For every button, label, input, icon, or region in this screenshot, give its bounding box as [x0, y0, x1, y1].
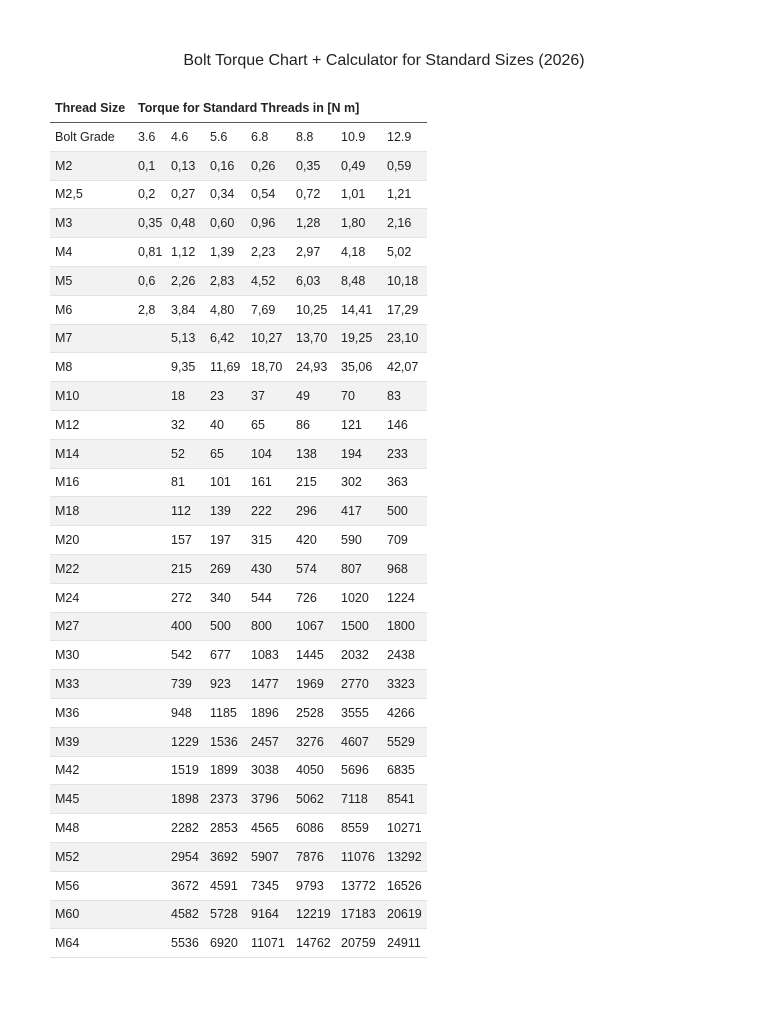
- torque-cell: 8,48: [341, 273, 366, 288]
- thread-size-cell: M3: [55, 216, 73, 231]
- torque-cell: 3038: [251, 763, 279, 778]
- thread-size-cell: M8: [55, 360, 73, 375]
- torque-cell: 4.6: [171, 129, 189, 144]
- torque-cell: 86: [296, 417, 310, 432]
- torque-cell: 1,28: [296, 216, 321, 231]
- torque-cell: 101: [210, 475, 231, 490]
- torque-cell: 4266: [387, 705, 415, 720]
- torque-cell: 0,13: [171, 158, 196, 173]
- torque-cell: 52: [171, 446, 185, 461]
- torque-cell: 5696: [341, 763, 369, 778]
- torque-cell: 194: [341, 446, 362, 461]
- thread-size-cell: M10: [55, 389, 80, 404]
- torque-cell: 1083: [251, 648, 279, 663]
- torque-cell: 70: [341, 389, 355, 404]
- torque-cell: 5,13: [171, 331, 196, 346]
- torque-cell: 157: [171, 533, 192, 548]
- torque-cell: 6086: [296, 821, 324, 836]
- torque-cell: [138, 410, 171, 439]
- torque-cell: 400: [171, 619, 192, 634]
- torque-cell: 0,34: [210, 187, 235, 202]
- torque-cell: 10,18: [387, 273, 419, 288]
- table-row: [50, 698, 427, 727]
- torque-cell: [138, 526, 171, 555]
- torque-cell: 11,69: [210, 360, 241, 375]
- torque-cell: 6,03: [296, 273, 321, 288]
- table-row: [50, 670, 427, 699]
- torque-cell: [138, 324, 171, 353]
- torque-table: [50, 94, 427, 958]
- thread-size-cell: M45: [55, 792, 80, 807]
- torque-cell: 4,80: [210, 302, 235, 317]
- torque-cell: 5062: [296, 792, 324, 807]
- torque-cell: 2770: [341, 677, 369, 692]
- thread-size-cell: M24: [55, 590, 80, 605]
- torque-cell: 1536: [210, 734, 238, 749]
- torque-cell: 5.6: [210, 129, 228, 144]
- torque-cell: 23: [210, 389, 224, 404]
- torque-cell: 2,83: [210, 273, 235, 288]
- table-row: [50, 900, 427, 929]
- torque-cell: [138, 900, 171, 929]
- torque-cell: 363: [387, 475, 408, 490]
- torque-cell: 5529: [387, 734, 415, 749]
- torque-cell: 340: [210, 590, 231, 605]
- thread-size-cell: M48: [55, 821, 80, 836]
- torque-cell: 233: [387, 446, 408, 461]
- thread-size-cell: M18: [55, 504, 80, 519]
- thread-size-cell: M4: [55, 245, 73, 260]
- table-row: [50, 583, 427, 612]
- torque-cell: 1,12: [171, 245, 196, 260]
- bolt-grade-row: [50, 123, 427, 152]
- torque-cell: 121: [341, 417, 362, 432]
- table-row: [50, 353, 427, 382]
- table-row: [50, 612, 427, 641]
- thread-size-cell: M52: [55, 849, 80, 864]
- torque-cell: 2438: [387, 648, 415, 663]
- torque-cell: [138, 785, 171, 814]
- thread-size-cell: M6: [55, 302, 73, 317]
- torque-cell: 0,54: [251, 187, 276, 202]
- torque-cell: 500: [210, 619, 231, 634]
- thread-size-cell: M2: [55, 158, 73, 173]
- torque-cell: 1067: [296, 619, 324, 634]
- torque-cell: 197: [210, 533, 231, 548]
- torque-cell: 2457: [251, 734, 279, 749]
- torque-cell: [138, 698, 171, 727]
- torque-cell: 5907: [251, 849, 279, 864]
- torque-cell: 139: [210, 504, 231, 519]
- torque-cell: 677: [210, 648, 231, 663]
- thread-size-cell: M20: [55, 533, 80, 548]
- torque-cell: 6,42: [210, 331, 235, 346]
- torque-cell: 923: [210, 677, 231, 692]
- torque-cell: 0,26: [251, 158, 276, 173]
- torque-cell: [138, 554, 171, 583]
- torque-cell: 32: [171, 417, 185, 432]
- torque-cell: 542: [171, 648, 192, 663]
- torque-cell: 0,49: [341, 158, 366, 173]
- table-header-row: [50, 94, 427, 123]
- torque-cell: 65: [210, 446, 224, 461]
- torque-cell: 215: [171, 561, 192, 576]
- torque-cell: [138, 871, 171, 900]
- torque-cell: [138, 497, 171, 526]
- table-body: [50, 123, 427, 958]
- torque-cell: 17183: [341, 907, 376, 922]
- torque-cell: 20619: [387, 907, 422, 922]
- table-row: [50, 842, 427, 871]
- torque-cell: 1,39: [210, 245, 235, 260]
- torque-cell: 10.9: [341, 129, 366, 144]
- torque-cell: 5536: [171, 936, 199, 951]
- torque-cell: 81: [171, 475, 185, 490]
- torque-cell: 272: [171, 590, 192, 605]
- torque-cell: [138, 583, 171, 612]
- torque-cell: 3555: [341, 705, 369, 720]
- torque-cell: 296: [296, 504, 317, 519]
- thread-size-header: Thread Size: [50, 94, 138, 123]
- torque-cell: 1477: [251, 677, 279, 692]
- torque-cell: 24,93: [296, 360, 328, 375]
- torque-cell: 0,48: [171, 216, 196, 231]
- torque-cell: 6.8: [251, 129, 269, 144]
- torque-cell: [138, 929, 171, 958]
- torque-cell: 1229: [171, 734, 199, 749]
- torque-cell: 1898: [171, 792, 199, 807]
- torque-cell: 0,59: [387, 158, 412, 173]
- torque-cell: 500: [387, 504, 408, 519]
- torque-cell: 1896: [251, 705, 279, 720]
- torque-cell: 0,96: [251, 216, 276, 231]
- torque-cell: 49: [296, 389, 310, 404]
- torque-cell: 2954: [171, 849, 199, 864]
- torque-cell: 0,16: [210, 158, 235, 173]
- torque-cell: 14,41: [341, 302, 373, 317]
- table-row: [50, 641, 427, 670]
- torque-cell: 10,27: [251, 331, 283, 346]
- table-row: [50, 468, 427, 497]
- table-row: [50, 554, 427, 583]
- torque-cell: 0,27: [171, 187, 196, 202]
- torque-cell: 8559: [341, 821, 369, 836]
- torque-cell: 1800: [387, 619, 415, 634]
- torque-cell: 42,07: [387, 360, 419, 375]
- torque-cell: 4607: [341, 734, 369, 749]
- torque-cell: 1,01: [341, 187, 366, 202]
- torque-cell: 7118: [341, 792, 368, 807]
- table-row: [50, 871, 427, 900]
- torque-cell: 0,60: [210, 216, 235, 231]
- torque-cell: [138, 382, 171, 411]
- torque-cell: 2853: [210, 821, 238, 836]
- torque-cell: 9,35: [171, 360, 196, 375]
- table-row: [50, 497, 427, 526]
- table-row: [50, 180, 427, 209]
- table-row: [50, 526, 427, 555]
- torque-cell: 1224: [387, 590, 415, 605]
- torque-cell: 2032: [341, 648, 369, 663]
- torque-cell: 104: [251, 446, 272, 461]
- torque-cell: [138, 842, 171, 871]
- torque-cell: 3276: [296, 734, 324, 749]
- torque-cell: 0,35: [296, 158, 321, 173]
- torque-cell: 7876: [296, 849, 324, 864]
- torque-cell: 8541: [387, 792, 415, 807]
- torque-cell: 6920: [210, 936, 238, 951]
- torque-cell: 3672: [171, 878, 199, 893]
- thread-size-cell: M27: [55, 619, 80, 634]
- torque-cell: 269: [210, 561, 231, 576]
- torque-cell: [138, 727, 171, 756]
- thread-size-cell: M12: [55, 417, 80, 432]
- torque-cell: 12.9: [387, 129, 412, 144]
- torque-cell: 18: [171, 389, 185, 404]
- torque-cell: 1969: [296, 677, 324, 692]
- thread-size-cell: M33: [55, 677, 80, 692]
- torque-cell: 739: [171, 677, 192, 692]
- torque-cell: 0,72: [296, 187, 321, 202]
- torque-cell: 6835: [387, 763, 415, 778]
- torque-cell: 4050: [296, 763, 324, 778]
- torque-cell: 138: [296, 446, 317, 461]
- torque-cell: 0,81: [138, 245, 163, 260]
- table-row: [50, 295, 427, 324]
- table-row: [50, 266, 427, 295]
- torque-cell: 14762: [296, 936, 331, 951]
- torque-cell: [138, 641, 171, 670]
- torque-cell: [138, 353, 171, 382]
- torque-cell: 3.6: [138, 129, 156, 144]
- torque-cell: 11076: [341, 849, 375, 864]
- torque-cell: 112: [171, 504, 191, 519]
- table-row: [50, 929, 427, 958]
- torque-cell: 9164: [251, 907, 279, 922]
- table-row: [50, 756, 427, 785]
- table-row: [50, 238, 427, 267]
- torque-cell: 0,6: [138, 273, 156, 288]
- torque-cell: 10,25: [296, 302, 328, 317]
- torque-cell: 2373: [210, 792, 238, 807]
- torque-cell: 11071: [251, 936, 285, 951]
- torque-cell: [138, 670, 171, 699]
- torque-cell: 12219: [296, 907, 331, 922]
- torque-cell: 2,97: [296, 245, 321, 260]
- torque-cell: 13772: [341, 878, 376, 893]
- torque-cell: 417: [341, 504, 362, 519]
- torque-cell: 7345: [251, 878, 279, 893]
- torque-cell: 948: [171, 705, 192, 720]
- torque-cell: 16526: [387, 878, 422, 893]
- torque-cell: 4,18: [341, 245, 366, 260]
- torque-cell: 17,29: [387, 302, 419, 317]
- torque-cell: 0,1: [138, 158, 156, 173]
- thread-size-cell: M16: [55, 475, 80, 490]
- torque-cell: 4565: [251, 821, 279, 836]
- torque-cell: [138, 468, 171, 497]
- torque-cell: 800: [251, 619, 272, 634]
- torque-header: Torque for Standard Threads in [N m]: [138, 94, 427, 123]
- torque-cell: 807: [341, 561, 362, 576]
- torque-cell: [138, 612, 171, 641]
- torque-cell: [138, 439, 171, 468]
- thread-size-cell: M5: [55, 273, 73, 288]
- thread-size-cell: M56: [55, 878, 80, 893]
- thread-size-cell: M14: [55, 446, 80, 461]
- torque-cell: 1020: [341, 590, 369, 605]
- thread-size-cell: M2,5: [55, 187, 83, 202]
- torque-cell: 726: [296, 590, 317, 605]
- page-title: Bolt Torque Chart + Calculator for Standard Sizes (2026): [183, 52, 585, 69]
- torque-cell: 19,25: [341, 331, 373, 346]
- table-row: [50, 439, 427, 468]
- torque-cell: 315: [251, 533, 272, 548]
- torque-cell: 35,06: [341, 360, 373, 375]
- torque-cell: 2,23: [251, 245, 276, 260]
- torque-cell: 968: [387, 561, 408, 576]
- torque-cell: 7,69: [251, 302, 276, 317]
- thread-size-cell: M60: [55, 907, 80, 922]
- torque-cell: 2528: [296, 705, 324, 720]
- torque-cell: 420: [296, 533, 317, 548]
- table-row: [50, 727, 427, 756]
- table-row: [50, 324, 427, 353]
- torque-cell: 302: [341, 475, 362, 490]
- torque-cell: 4,52: [251, 273, 276, 288]
- torque-cell: 146: [387, 417, 408, 432]
- torque-cell: 40: [210, 417, 224, 432]
- torque-cell: 544: [251, 590, 272, 605]
- thread-size-cell: Bolt Grade: [55, 129, 115, 144]
- torque-cell: 2,26: [171, 273, 196, 288]
- thread-size-cell: M36: [55, 705, 80, 720]
- torque-cell: 9793: [296, 878, 324, 893]
- torque-cell: 590: [341, 533, 362, 548]
- torque-cell: 4591: [210, 878, 238, 893]
- torque-cell: 2,16: [387, 216, 412, 231]
- torque-cell: 430: [251, 561, 272, 576]
- table-row: [50, 382, 427, 411]
- thread-size-cell: M30: [55, 648, 80, 663]
- table-row: [50, 209, 427, 238]
- torque-cell: 3796: [251, 792, 279, 807]
- torque-cell: 5,02: [387, 245, 412, 260]
- torque-cell: 24911: [387, 936, 421, 951]
- torque-cell: 37: [251, 389, 265, 404]
- torque-cell: 215: [296, 475, 317, 490]
- torque-cell: 1500: [341, 619, 369, 634]
- torque-cell: 3323: [387, 677, 415, 692]
- torque-cell: 0,2: [138, 187, 156, 202]
- thread-size-cell: M39: [55, 734, 80, 749]
- torque-cell: 1,80: [341, 216, 366, 231]
- torque-cell: 161: [251, 475, 272, 490]
- torque-cell: 222: [251, 504, 272, 519]
- torque-cell: 0,35: [138, 216, 163, 231]
- torque-cell: 1445: [296, 648, 324, 663]
- torque-cell: 3,84: [171, 302, 196, 317]
- torque-cell: 13,70: [296, 331, 328, 346]
- torque-cell: 8.8: [296, 129, 314, 144]
- torque-cell: 20759: [341, 936, 376, 951]
- table-row: [50, 410, 427, 439]
- torque-cell: 574: [296, 561, 317, 576]
- torque-cell: 2,8: [138, 302, 156, 317]
- torque-cell: 10271: [387, 821, 422, 836]
- torque-cell: 83: [387, 389, 401, 404]
- thread-size-cell: M64: [55, 936, 80, 951]
- torque-cell: 1899: [210, 763, 238, 778]
- torque-cell: 4582: [171, 907, 199, 922]
- torque-cell: 13292: [387, 849, 422, 864]
- torque-cell: 709: [387, 533, 408, 548]
- table-row: [50, 151, 427, 180]
- torque-cell: [138, 814, 171, 843]
- torque-cell: 23,10: [387, 331, 419, 346]
- thread-size-cell: M22: [55, 561, 80, 576]
- thread-size-cell: M7: [55, 331, 73, 346]
- torque-cell: 1185: [210, 705, 237, 720]
- torque-cell: 5728: [210, 907, 238, 922]
- table-row: [50, 785, 427, 814]
- torque-cell: 1519: [171, 763, 199, 778]
- thread-size-cell: M42: [55, 763, 80, 778]
- torque-cell: 65: [251, 417, 265, 432]
- torque-cell: 1,21: [387, 187, 412, 202]
- torque-cell: [138, 756, 171, 785]
- table-row: [50, 814, 427, 843]
- torque-cell: 3692: [210, 849, 238, 864]
- torque-cell: 2282: [171, 821, 199, 836]
- torque-cell: 18,70: [251, 360, 283, 375]
